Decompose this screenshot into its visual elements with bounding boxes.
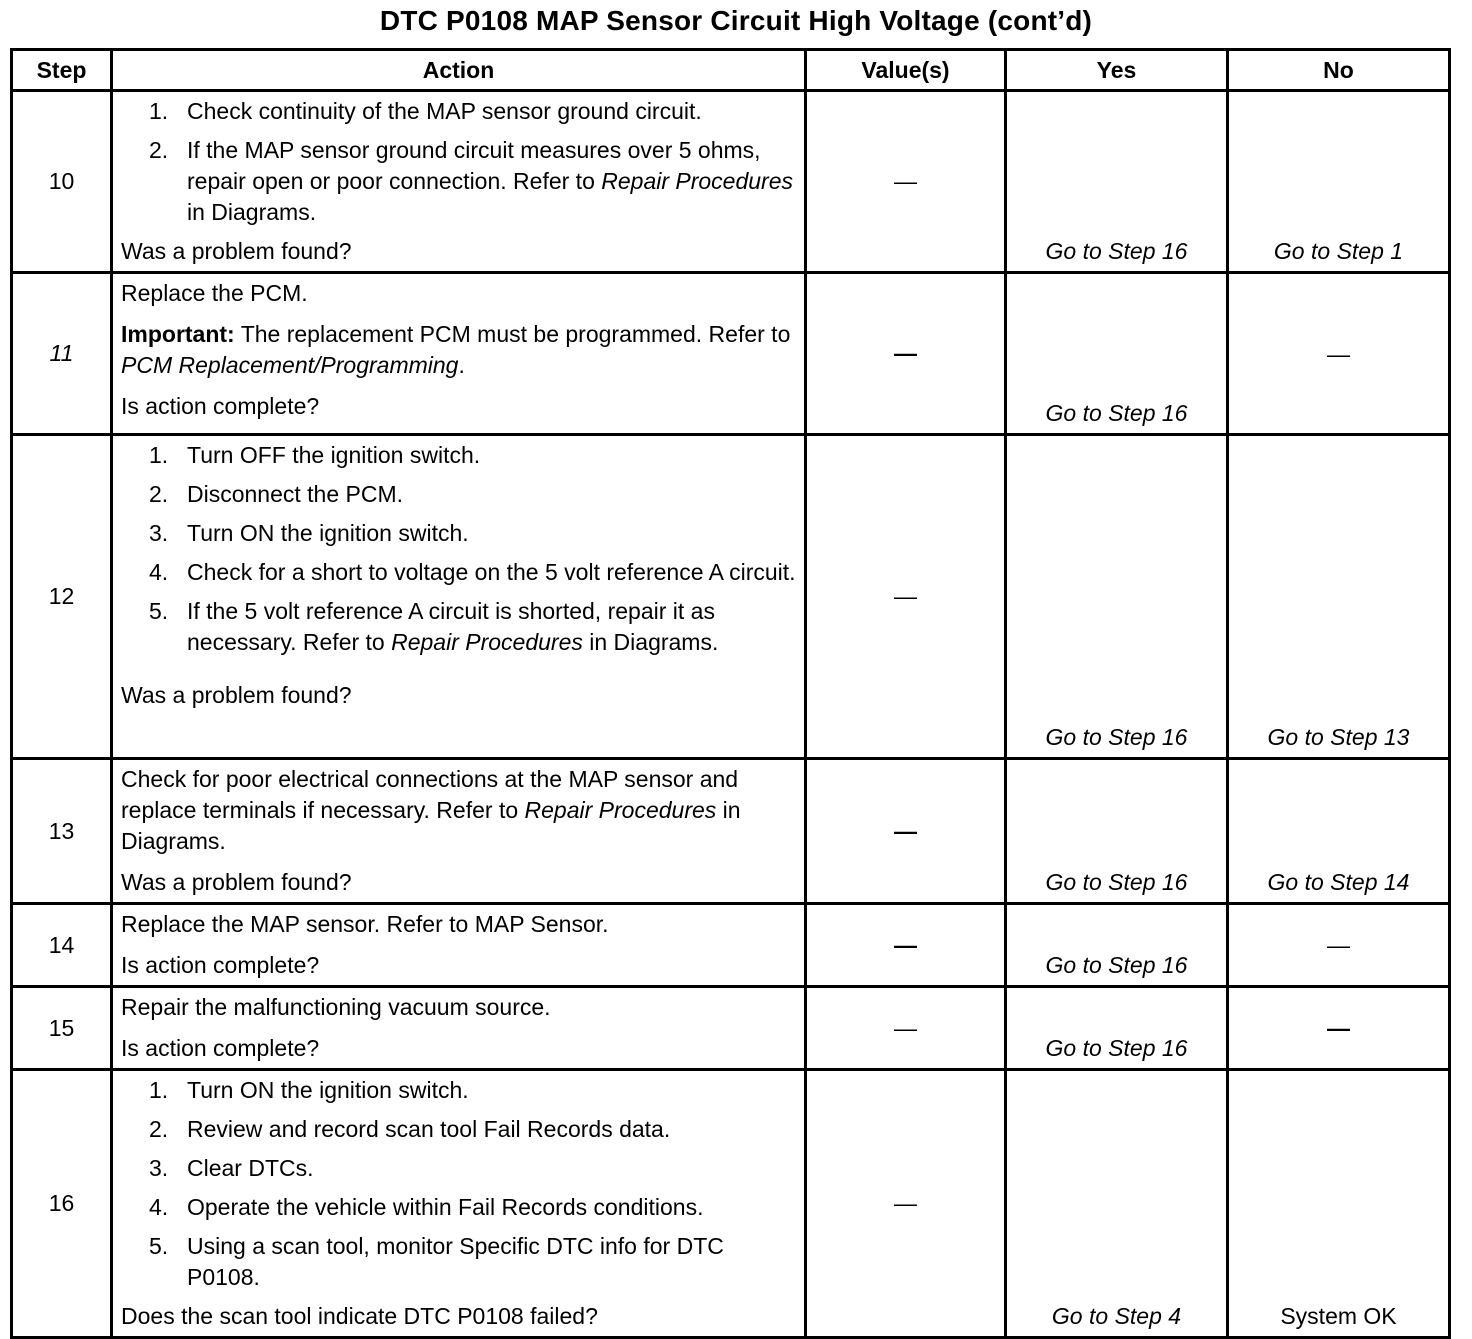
page-title: DTC P0108 MAP Sensor Circuit High Voltage (cont’d) bbox=[379, 5, 1093, 36]
no-cell: — bbox=[1228, 904, 1450, 987]
item-text: Using a scan tool, monitor Specific DTC info for DTC P0108. bbox=[187, 1233, 724, 1290]
yes-cell: Go to Step 16 bbox=[1006, 987, 1228, 1070]
header-row bbox=[12, 50, 1450, 91]
action-cell bbox=[112, 273, 806, 435]
action-text-tail: in Diagrams. bbox=[121, 797, 741, 854]
item-text: Review and record scan tool Fail Records data. bbox=[187, 1116, 671, 1142]
list-item bbox=[121, 135, 798, 228]
list-item bbox=[121, 518, 798, 549]
item-text: Turn ON the ignition switch. bbox=[187, 520, 469, 546]
list-item bbox=[121, 96, 798, 127]
action-cell bbox=[112, 91, 806, 273]
yes-cell: Go to Step 16 bbox=[1006, 273, 1228, 435]
item-reference: Repair Procedures bbox=[391, 629, 583, 655]
action-question: Was a problem found? bbox=[121, 682, 352, 708]
action-text-body: Check for poor electrical connections at the MAP sensor and replace terminals if necessary. Refer to bbox=[121, 766, 739, 823]
item-text-tail: in Diagrams. bbox=[187, 199, 317, 225]
item-number: 4. bbox=[149, 1194, 169, 1220]
item-number: 3. bbox=[149, 1155, 169, 1181]
values-cell: — bbox=[806, 904, 1006, 987]
action-question: Is action complete? bbox=[121, 393, 320, 419]
item-text: Clear DTCs. bbox=[187, 1155, 314, 1181]
no-cell: — bbox=[1228, 273, 1450, 435]
yes-cell: Go to Step 16 bbox=[1006, 91, 1228, 273]
item-text: If the MAP sensor ground circuit measures over 5 ohms, repair open or poor connection. Refer to bbox=[187, 137, 761, 194]
action-text: Repair the malfunctioning vacuum source. bbox=[121, 994, 551, 1020]
no-cell: Go to Step 14 bbox=[1228, 759, 1450, 904]
diagnostic-table bbox=[10, 48, 1451, 1339]
action-text: Replace the MAP sensor. Refer to MAP Sensor. bbox=[121, 911, 609, 937]
values-cell: — bbox=[806, 1070, 1006, 1338]
important-reference: PCM Replacement/Programming bbox=[121, 352, 459, 378]
item-reference: Repair Procedures bbox=[601, 168, 794, 194]
table-row bbox=[12, 435, 1450, 759]
item-number: 2. bbox=[149, 137, 169, 163]
item-text: Disconnect the PCM. bbox=[187, 481, 404, 507]
action-cell bbox=[112, 904, 806, 987]
important-text-tail: . bbox=[458, 352, 465, 378]
action-list bbox=[121, 440, 798, 658]
column-header-yes: Yes bbox=[1006, 50, 1228, 91]
table-row bbox=[12, 759, 1450, 904]
item-text-tail: in Diagrams. bbox=[582, 629, 719, 655]
table-row bbox=[12, 904, 1450, 987]
item-number: 2. bbox=[149, 481, 169, 507]
important-text: The replacement PCM must be programmed. Refer to bbox=[234, 321, 791, 347]
step-number: 11 bbox=[12, 273, 112, 435]
table-row bbox=[12, 987, 1450, 1070]
action-cell bbox=[112, 759, 806, 904]
yes-cell: Go to Step 16 bbox=[1006, 904, 1228, 987]
values-cell: — bbox=[806, 759, 1006, 904]
list-item bbox=[121, 440, 798, 471]
item-text: Check continuity of the MAP sensor ground circuit. bbox=[187, 98, 702, 124]
table-row bbox=[12, 273, 1450, 435]
no-cell: System OK bbox=[1228, 1070, 1450, 1338]
list-item bbox=[121, 479, 798, 510]
item-text: If the 5 volt reference A circuit is shorted, repair it as necessary. Refer to bbox=[187, 598, 715, 655]
important-note bbox=[121, 319, 798, 381]
values-cell: — bbox=[806, 435, 1006, 759]
action-text: Replace the PCM. bbox=[121, 280, 308, 306]
list-item bbox=[121, 1075, 798, 1106]
no-cell: — bbox=[1228, 987, 1450, 1070]
step-number: 12 bbox=[12, 435, 112, 759]
no-cell: Go to Step 13 bbox=[1228, 435, 1450, 759]
yes-cell: Go to Step 16 bbox=[1006, 759, 1228, 904]
list-item bbox=[121, 1153, 798, 1184]
item-number: 3. bbox=[149, 520, 169, 546]
column-header-action: Action bbox=[112, 50, 806, 91]
action-cell bbox=[112, 987, 806, 1070]
no-cell: Go to Step 1 bbox=[1228, 91, 1450, 273]
column-header-step: Step bbox=[12, 50, 112, 91]
item-text: Check for a short to voltage on the 5 volt reference A circuit. bbox=[187, 559, 796, 585]
item-text: Operate the vehicle within Fail Records conditions. bbox=[187, 1194, 704, 1220]
item-text: Turn ON the ignition switch. bbox=[187, 1077, 469, 1103]
step-number: 13 bbox=[12, 759, 112, 904]
item-number: 2. bbox=[149, 1116, 169, 1142]
values-cell: — bbox=[806, 987, 1006, 1070]
list-item bbox=[121, 1192, 798, 1223]
action-question: Was a problem found? bbox=[121, 238, 352, 264]
yes-cell: Go to Step 16 bbox=[1006, 435, 1228, 759]
list-item bbox=[121, 557, 798, 588]
list-item bbox=[121, 1231, 798, 1293]
item-number: 5. bbox=[149, 598, 169, 624]
action-question: Is action complete? bbox=[121, 1035, 320, 1061]
action-question: Was a problem found? bbox=[121, 869, 352, 895]
column-header-no: No bbox=[1228, 50, 1450, 91]
step-number: 10 bbox=[12, 91, 112, 273]
item-number: 1. bbox=[149, 442, 169, 468]
list-item bbox=[121, 1114, 798, 1145]
column-header-values: Value(s) bbox=[806, 50, 1006, 91]
action-list bbox=[121, 1075, 798, 1293]
item-number: 1. bbox=[149, 98, 169, 124]
action-text bbox=[121, 764, 798, 857]
action-question: Is action complete? bbox=[121, 952, 320, 978]
item-number: 5. bbox=[149, 1233, 169, 1259]
action-cell bbox=[112, 1070, 806, 1338]
table-row bbox=[12, 1070, 1450, 1338]
item-number: 1. bbox=[149, 1077, 169, 1103]
yes-cell: Go to Step 4 bbox=[1006, 1070, 1228, 1338]
step-number: 14 bbox=[12, 904, 112, 987]
step-number: 16 bbox=[12, 1070, 112, 1338]
action-cell bbox=[112, 435, 806, 759]
important-label: Important: bbox=[121, 321, 235, 347]
action-reference: Repair Procedures bbox=[524, 797, 717, 823]
item-text: Turn OFF the ignition switch. bbox=[187, 442, 481, 468]
table-row bbox=[12, 91, 1450, 273]
action-list bbox=[121, 96, 798, 228]
item-number: 4. bbox=[149, 559, 169, 585]
action-question: Does the scan tool indicate DTC P0108 failed? bbox=[121, 1303, 598, 1329]
values-cell: — bbox=[806, 91, 1006, 273]
list-item bbox=[121, 596, 798, 658]
step-number: 15 bbox=[12, 987, 112, 1070]
values-cell: — bbox=[806, 273, 1006, 435]
